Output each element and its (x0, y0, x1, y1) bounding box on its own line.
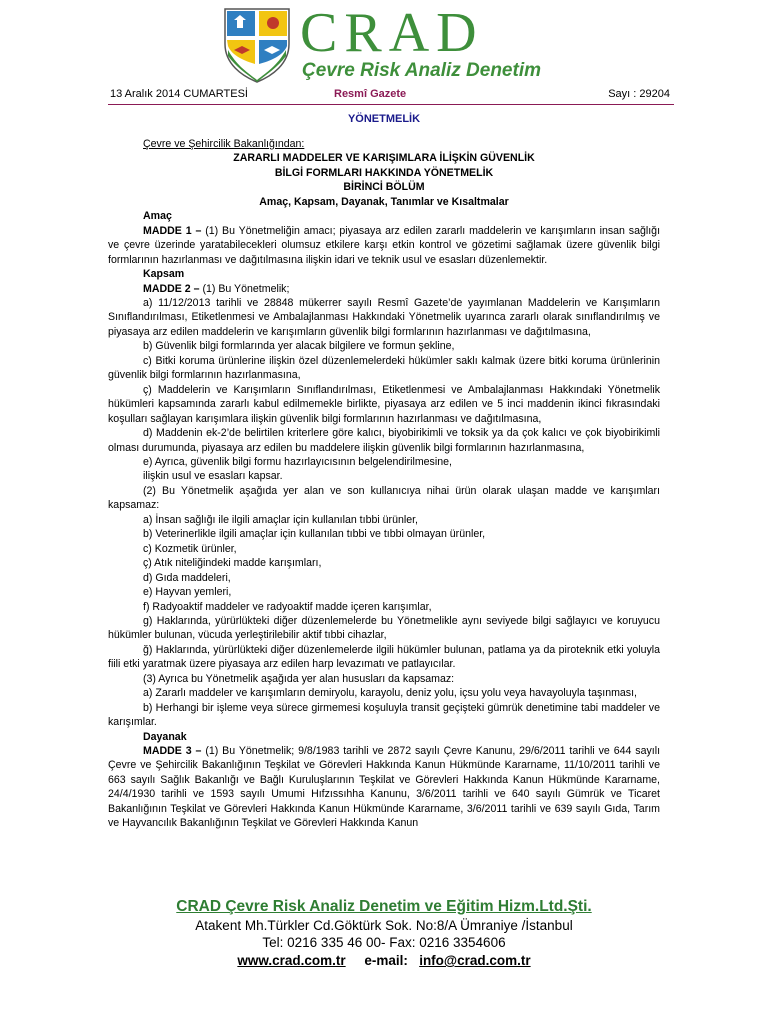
article-2-closing: ilişkin usul ve esasları kapsar. (143, 470, 283, 483)
gazette-date: 13 Aralık 2014 CUMARTESİ (110, 88, 248, 100)
gazette-title: Resmî Gazete (334, 88, 407, 100)
article-2-item-cc: ç) Maddelerin ve Karışımların Sınıflandırılması, Etiketlenmesi ve Ambalajlanması Hakkındaki Yönetmelik hükümleri kapsamında zararlı kabul edilmemekle birlikte, piyasaya arz edilen ve 5 inci maddenin ikinci fıkrasındaki koşulları sağlayan karışımlara ilişkin güvenlik bilgi formlarının hazırlanması ve dağıtılmasına, (108, 383, 660, 425)
further-exclusion-a: a) Zararlı maddeler ve karışımların demiryolu, karayolu, deniz yolu, içsu yolu veya havayoluyla taşınması, (143, 687, 637, 700)
article-2-item-a: a) 11/12/2013 tarihli ve 28848 mükerrer sayılı Resmî Gazete’de yayımlanan Maddelerin ve Karışımların Sınıflandırılması, Etiketlenmesi ve Ambalajlanması Hakkındaki Yönetmelik uyarınca zararlı olarak sınıflandırılmış ve piyasaya arz edilen maddelerin ve karışımların güvenlik bilgi formlarının hazırlanması ve dağıtılmasına, (108, 296, 660, 338)
part-title: Amaç, Kapsam, Dayanak, Tanımlar ve Kısaltmalar (259, 195, 509, 208)
gazette-issue: Sayı : 29204 (608, 88, 670, 100)
doc-title-line-1: ZARARLI MADDELER VE KARIŞIMLARA İLİŞKİN GÜVENLİK (233, 152, 535, 165)
exclusion-item-cc: ç) Atık niteliğindeki madde karışımları, (143, 557, 322, 570)
brand-tagline: Çevre Risk Analiz Denetim (302, 60, 541, 81)
exclusion-item-g: g) Haklarında, yürürlükteki diğer düzenlemelerde bu Yönetmelikle aynı seviyede bilgi sağlayıcı ve koruyucu hükümler bulunan, vücuda yerleştirilebilir aktif tıbbi cihazlar, (108, 614, 660, 642)
heading-kapsam: Kapsam (143, 268, 185, 281)
further-exclusion-b: b) Herhangi bir işleme veya sürece girmemesi koşuluyla transit geçişteki gümrük denetimine tabi maddeler ve karışımlar. (108, 701, 660, 729)
footer-company-name: CRAD Çevre Risk Analiz Denetim ve Eğitim Hizm.Ltd.Şti. (176, 898, 592, 915)
article-1-text: (1) Bu Yönetmeliğin amacı; piyasaya arz edilen zararlı maddelerin ve karışımların insan sağlığı ve çevre üzerinde yaratabilecekleri olumsuz etkilere karşı etkin kontrol ve gözetimi sağlamak üzere güvenlik bilgi formlarının hazırlanması ve dağıtılmasına ilişkin idari ve teknik usul ve esasları düzenlemektir. (108, 224, 661, 266)
exclusion-item-e: e) Hayvan yemleri, (143, 586, 232, 599)
article-2-item-c: c) Bitki koruma ürünlerine ilişkin özel düzenlemelerdeki hükümler saklı kalmak üzere bitki koruma ürünlerinin güvenlik bilgi formlarının hazırlanmasına, (108, 354, 660, 382)
article-2-item-e: e) Ayrıca, güvenlik bilgi formu hazırlayıcısının belgelendirilmesine, (143, 455, 452, 468)
exclusion-item-d: d) Gıda maddeleri, (143, 571, 231, 584)
doc-title-line-2: BİLGİ FORMLARI HAKKINDA YÖNETMELİK (274, 166, 494, 179)
crad-logo (222, 2, 742, 84)
exclusion-item-b: b) Veterinerlikle ilgili amaçlar için kullanılan tıbbi ve tıbbi olmayan ürünler, (143, 528, 486, 541)
website-link[interactable]: www.crad.com.tr (237, 953, 346, 968)
article-1-label: MADDE 1 – (143, 224, 202, 237)
article-3 (108, 744, 660, 831)
footer-address: Atakent Mh.Türkler Cd.Göktürk Sok. No:8/A Ümraniye /İstanbul (195, 918, 573, 933)
exclusion-item-c: c) Kozmetik ürünler, (143, 542, 237, 555)
footer-phone: Tel: 0216 335 46 00- Fax: 0216 3354606 (262, 935, 506, 950)
gazette-divider (108, 104, 674, 105)
company-footer (0, 897, 768, 970)
gazette-meta (110, 88, 670, 104)
part-heading: BİRİNCİ BÖLÜM (343, 181, 425, 194)
heading-amac: Amaç (143, 210, 172, 223)
article-2-label: MADDE 2 – (143, 282, 200, 295)
footer-contact (0, 951, 768, 970)
article-3-label: MADDE 3 – (143, 745, 202, 758)
email-link[interactable]: info@crad.com.tr (419, 953, 531, 968)
heading-dayanak: Dayanak (143, 730, 187, 743)
article-2-paragraph-3: (3) Ayrıca bu Yönetmelik aşağıda yer alan hususları da kapsamaz: (143, 672, 455, 685)
brand-name: CRAD (300, 2, 484, 64)
article-2-text: (1) Bu Yönetmelik; (199, 282, 290, 295)
article-2-item-d: d) Maddenin ek-2’de belirtilen kriterlere göre kalıcı, biyobirikimli ve toksik ya da çok kalıcı ve çok biyobirikimli olması durumunda, piyasaya arz edilen bu maddelere ilişkin güvenlik bilgi formlarının hazırlanmasına, (108, 427, 660, 454)
shield-emblem-icon (222, 6, 292, 84)
article-2 (108, 282, 660, 296)
ministry-line: Çevre ve Şehircilik Bakanlığından: (143, 138, 305, 150)
article-1 (108, 224, 660, 267)
section-heading: YÖNETMELİK (347, 113, 421, 125)
article-2-item-b: b) Güvenlik bilgi formlarında yer alacak bilgilere ve formun şekline, (143, 340, 455, 353)
email-label: e-mail: (364, 953, 408, 968)
exclusion-item-f: f) Radyoaktif maddeler ve radyoaktif madde içeren karışımlar, (143, 600, 432, 613)
article-3-text: (1) Bu Yönetmelik; 9/8/1983 tarihli ve 2872 sayılı Çevre Kanunu, 29/6/2011 tarihli ve 644 sayılı Çevre ve Şehircilik Bakanlığının Teşkilat ve Görevleri Hakkında Kanun Hükmünde Kararname, 11/10/2011 tarihli ve 663 sayılı Sağlık Bakanlığı ve Bağlı Kuruluşlarının Teşkilat ve Görevleri Hakkında Kanun Hükmünde Kararname, 24/4/1930 tarihli ve 1593 sayılı Umumi Hıfzıssıhha Kanunu, 3/6/2011 tarihli ve 640 sayılı Gümrük ve Ticaret Bakanlığının Teşkilat ve Görevleri Hakkında Kanun Hükmünde Kararname, 3/6/2011 tarihli ve 639 sayılı Gıda, Tarım ve Hayvancılık Bakanlığının Teşkilat ve Görevleri Hakkında Kanun (108, 745, 661, 830)
exclusion-item-gg: ğ) Haklarında, yürürlükteki diğer düzenlemelerde ilgili hükümler bulunan, patlama ya da piroteknik etki yoluyla fiili etki yaratmak üzere piyasaya arz edilen harp levazımatı ve patlayıcılar. (108, 643, 660, 671)
article-2-paragraph-2: (2) Bu Yönetmelik aşağıda yer alan ve son kullanıcıya nihai ürün olarak ulaşan madde ve karışımları kapsamaz: (108, 484, 660, 512)
exclusion-item-a: a) İnsan sağlığı ile ilgili amaçlar için kullanılan tıbbi ürünler, (143, 513, 418, 526)
regulation-text (108, 137, 660, 831)
